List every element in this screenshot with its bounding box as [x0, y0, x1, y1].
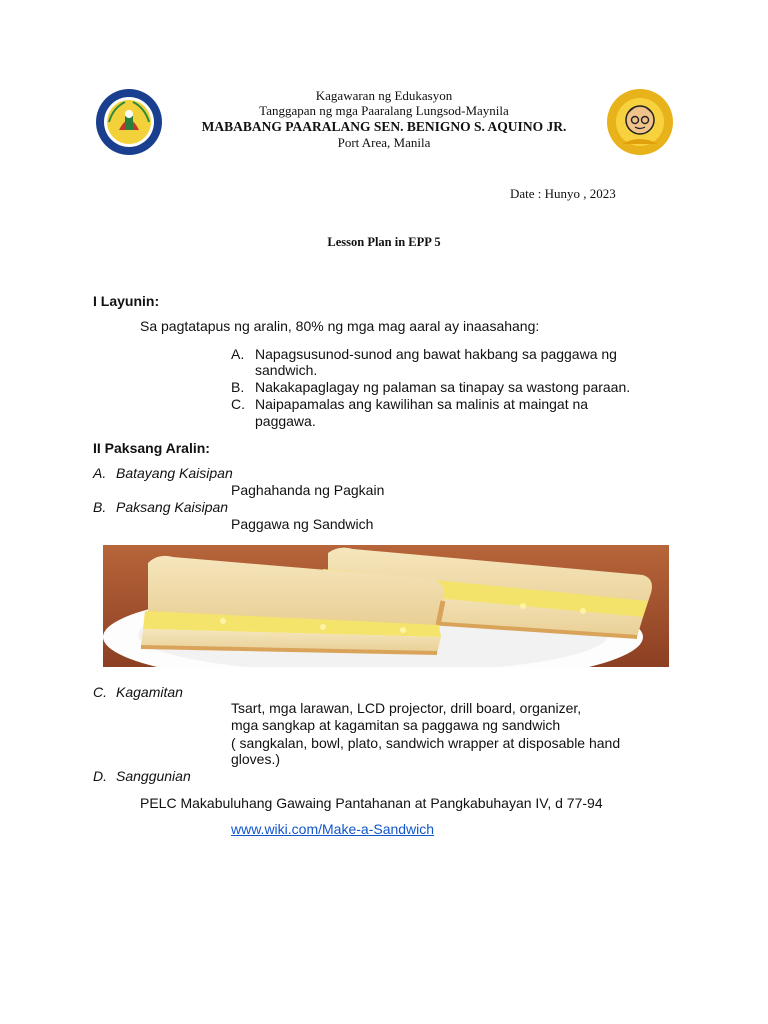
reference-text: PELC Makabuluhang Gawaing Pantahanan at Pangkabuhayan IV, d 77-94 [140, 795, 603, 811]
lesson-title: Lesson Plan in EPP 5 [327, 235, 441, 249]
office-name: Tanggapan ng mga Paaralang Lungsod-Maynila [259, 103, 509, 118]
materials-line: Tsart, mga larawan, LCD projector, drill board, organizer, [231, 700, 582, 716]
egg-sandwich-image-icon [103, 545, 669, 667]
lesson-date: Date : Hunyo , 2023 [510, 186, 616, 201]
reference-link[interactable]: www.wiki.com/Make-a-Sandwich [231, 821, 435, 837]
objective-marker: A. [231, 346, 245, 362]
item-a-title: Batayang Kaisipan [116, 465, 233, 481]
objective-marker: B. [231, 379, 245, 395]
objective-text: Nakakapaglagay ng palaman sa tinapay sa wastong paraan. [255, 379, 631, 395]
item-c-label: C. [93, 684, 107, 700]
objectives-intro: Sa pagtatapus ng aralin, 80% ng mga mag aaral ay inaasahang: [140, 318, 540, 334]
materials-line: gloves.) [231, 751, 281, 767]
school-location: Port Area, Manila [337, 135, 431, 150]
materials-line: mga sangkap at kagamitan sa paggawa ng sandwich [231, 717, 561, 733]
item-b-label: B. [93, 499, 107, 515]
objective-text-cont: sandwich. [255, 362, 318, 378]
section-heading-paksang-aralin: II Paksang Aralin: [93, 440, 210, 456]
materials-line: ( sangkalan, bowl, plato, sandwich wrapper at disposable hand [231, 735, 621, 751]
objective-text: Naipapamalas ang kawilihan sa malinis at maingat na [255, 396, 589, 412]
item-a-label: A. [93, 465, 107, 481]
section-heading-layunin: I Layunin: [93, 293, 160, 309]
objective-text: Napagsusunod-sunod ang bawat hakbang sa paggawa ng [255, 346, 617, 362]
item-b-value: Paggawa ng Sandwich [231, 516, 374, 532]
sandwich-photo [103, 545, 669, 667]
item-d-label: D. [93, 768, 107, 784]
item-a-value: Paghahanda ng Pagkain [231, 482, 385, 498]
objective-text-cont: paggawa. [255, 413, 316, 429]
item-d-title: Sanggunian [116, 768, 191, 784]
department-name: Kagawaran ng Edukasyon [315, 88, 453, 103]
school-name: MABABANG PAARALANG SEN. BENIGNO S. AQUINO JR. [201, 119, 567, 134]
item-b-title: Paksang Kaisipan [116, 499, 229, 515]
item-c-title: Kagamitan [116, 684, 183, 700]
objective-marker: C. [231, 396, 245, 412]
